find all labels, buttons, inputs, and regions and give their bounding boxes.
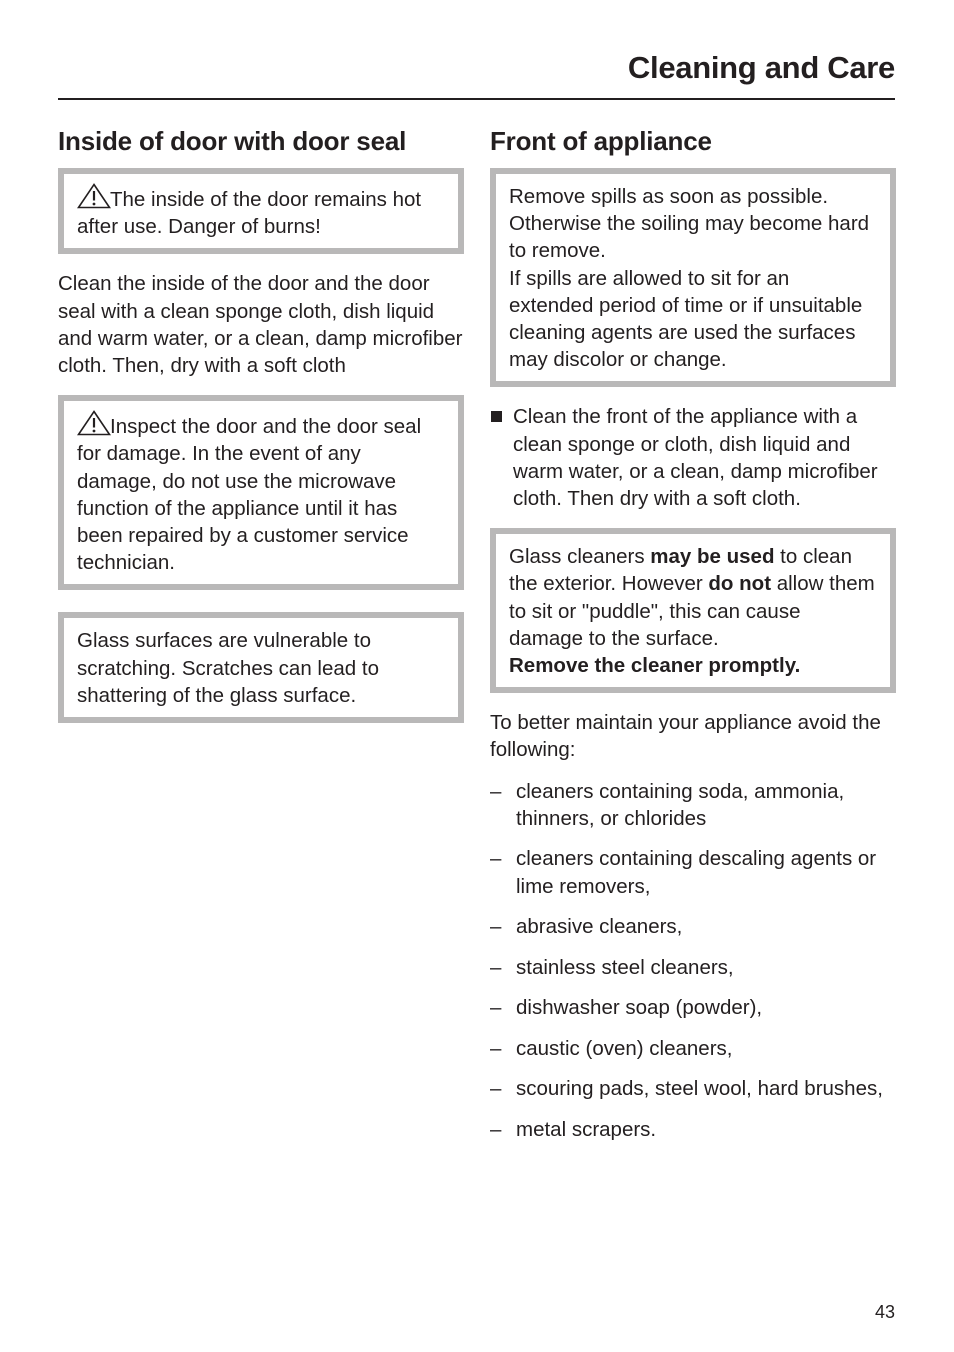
door-cleaning-paragraph: Clean the inside of the door and the door seal with a clean sponge cloth, dish liquid and warm water, or a clean, damp microfiber cloth. Then, dry with a soft cloth: [58, 272, 463, 378]
list-item-text: cleaners containing descaling agents or lime removers,: [516, 847, 877, 898]
list-item: [490, 1075, 896, 1102]
list-item-text: caustic (oven) cleaners,: [516, 1036, 733, 1060]
warning-text-content: The inside of the door remains hot after use. Danger of burns!: [77, 188, 422, 239]
warning-text-inspect-door: [77, 410, 446, 576]
warning-box-inspect-door: [58, 395, 464, 590]
list-item: [490, 845, 896, 899]
warning-text-content: Inspect the door and the door seal for damage. In the event of any damage, do not use the microwave function of the appliance until it has been repaired by a customer service technician.: [77, 415, 422, 575]
page-number: 43: [874, 1302, 895, 1322]
dash-bullet: –: [490, 1077, 502, 1101]
note-text-glass-surfaces: Glass surfaces are vulnerable to scratching. Scratches can lead to shattering of the glass surface.: [77, 629, 379, 707]
warning-box-hot-door: [58, 168, 464, 254]
note-text-spills-2: If spills are allowed to sit for an extended period of time or if unsuitable cleaning agents are used the surfaces may discolor or change.: [509, 266, 863, 372]
warning-text-hot-door: [77, 183, 446, 240]
left-column: [58, 124, 464, 723]
dash-bullet: –: [490, 847, 502, 871]
note-box-glass-cleaners: [490, 528, 896, 693]
list-item: [490, 954, 896, 981]
emphasis-may-be-used: may be used: [650, 545, 775, 569]
warning-triangle-icon: [77, 410, 111, 436]
instruction-text: Clean the front of the appliance with a clean sponge or cloth, dish liquid and warm water, or a clean, damp microfiber cloth. Then dry with a soft cloth.: [513, 405, 878, 511]
list-item-text: scouring pads, steel wool, hard brushes,: [516, 1077, 883, 1101]
list-item-text: dishwasher soap (powder),: [516, 996, 763, 1020]
list-item-text: metal scrapers.: [516, 1117, 657, 1141]
list-item-text: abrasive cleaners,: [516, 915, 683, 939]
dash-bullet: –: [490, 996, 502, 1020]
square-bullet-icon: [491, 411, 502, 422]
list-item: [490, 994, 896, 1021]
page-title: Cleaning and Care: [627, 50, 895, 85]
emphasis-remove-promptly: Remove the cleaner promptly.: [509, 654, 801, 678]
list-item-text: stainless steel cleaners,: [516, 955, 734, 979]
dash-bullet: –: [490, 1117, 502, 1141]
warning-triangle-icon: [77, 183, 111, 209]
list-item-text: cleaners containing soda, ammonia, thinners, or chlorides: [516, 779, 845, 830]
list-item: [490, 778, 896, 832]
instruction-clean-front: [490, 403, 896, 512]
note-text-spills-1: Remove spills as soon as possible. Otherwise the soiling may become hard to remove.: [509, 185, 870, 263]
note-box-glass-surfaces: [58, 612, 464, 723]
dash-bullet: –: [490, 915, 502, 939]
list-item: [490, 1035, 896, 1062]
section-heading-door-seal: Inside of door with door seal: [58, 126, 407, 156]
section-heading-front-appliance: Front of appliance: [490, 126, 712, 156]
avoid-intro: To better maintain your appliance avoid the following:: [490, 711, 881, 762]
avoid-list: [490, 778, 896, 1143]
note-text-glass-cleaners: [509, 543, 878, 679]
list-item: [490, 1116, 896, 1143]
list-item: [490, 913, 896, 940]
note-text-part: allow them to sit or "puddle", this can cause damage to the surface.: [509, 572, 875, 650]
right-column: [490, 124, 896, 1156]
header-rule: [58, 98, 895, 100]
dash-bullet: –: [490, 1036, 502, 1060]
dash-bullet: –: [490, 779, 502, 803]
note-box-spills: [490, 168, 896, 387]
note-text-part: Glass cleaners: [509, 545, 651, 569]
dash-bullet: –: [490, 955, 502, 979]
emphasis-do-not: do not: [708, 572, 772, 596]
note-text-part: to clean the exterior. However: [509, 545, 852, 596]
